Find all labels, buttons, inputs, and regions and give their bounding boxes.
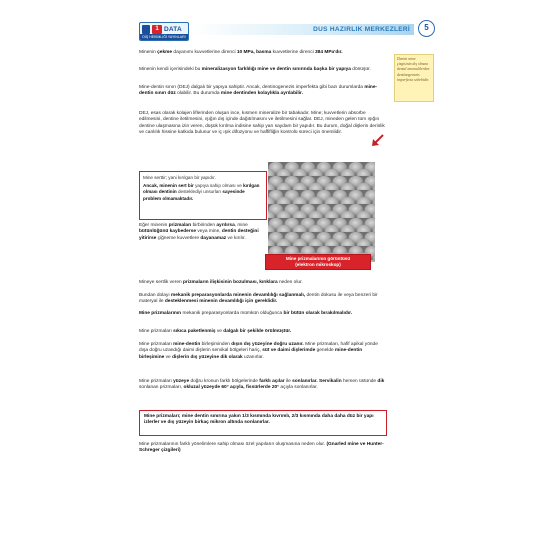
paragraph-5: Eğer minenin prizmaları birbirinden ayrılırsa, mine bütünlüğünü kaybederse veya mine, dentin desteğini yitirirse çiğneme kuvvetlere dayanamaz ve kırılır.	[139, 223, 259, 241]
paragraph-10: Mine prizmaları mine-dentin birleşiminden dışın dış yüzeyine doğru uzanır. Mine prizmaları, hafif apikal yönde dışa doğru uzandığı daimi dişlerin servikal bölgeleri hariç, süt ve daimi dişlerimde genelde mine-dentin birleşimine ve dişlerin dış yüzeyine dik olarak uzanırlar.	[139, 342, 378, 360]
side-note: Dentin mine çizgisinin dış olması dental anomalilerden dentinogenezis imperfecta sebebidir.	[394, 54, 434, 102]
callout-box-hardness	[139, 171, 267, 220]
header-bar	[192, 24, 414, 35]
paragraph-8: Mine prizmalarının mekanik preparasyonlarda mümkün olduğunca bir bütün olarak bırakılmalıdır.	[139, 311, 353, 316]
paragraph-4: DEJ, esas olarak kolajen liflerinden oluşan ince, kısmen mineralize bir tabakadır. Mine; kuvvetlerin absorbe edilmesini, dentine iletilmesini, ışığın dış içinde dağıtılmasını ve iletilmesini sağlar. DEJ, mineden gelen tüm ışığın dentine ulaşmasına izin veren, düşük kırılma indisine sahip yarı saydam bir yapıdır. Bu durum, doğal dişlerin derinlik ve canlılık hissine katkıda bulunur ve iç ışık difüzyonu ve haffifliğin kontrolü süreci için önemlidir.	[139, 111, 385, 136]
brand-logo	[139, 22, 189, 41]
paragraph-12: Mine prizmalarının farklı yönelimlere sahip olması özel yapıların oluşmasına neden olur. (Gnarled mine ve Hunter-Schreger çizgileri)	[139, 442, 384, 454]
paragraph-7: Bundan dolayı mekanik preparasyonlarda minenin devamlılığı sağlanmalı, dentin dokusu ile veya benzeri bir materyal ile desteklenmesi minenin devamlılığı için gereklidir.	[139, 293, 378, 305]
callout-body: Ancak, minenin sert bir yapıya sahip olması ve kırılgan olması dentinin desteklediyi unsurları sayesinde problem olmamaktadır.	[143, 183, 260, 201]
callout-box-prism-course: Mine prizmaları; mine dentin sınırına yakın 1/3 kısmında kıvrımlı, 2/3 kısmında daha daha düz bir yapı izlerler ve dış yüzeyin birkaç mikron altında sonlanırlar.	[139, 410, 387, 436]
logo-mark-icon	[142, 25, 150, 34]
paragraph-11: Mine prizmaları yüzeye doğru kronun farklı bölgelerinde farklı açılar ile sonlanırlar. Servikalin hemen üstünde dik sonlanan prizmaları, okluzal yüzeyde 60° açıyla, fissürlerde 20° açıyla sonlanırlar.	[139, 379, 385, 391]
paragraph-3: Mine-dentin sınırı (DEJ) dalgalı bir yapıya sahiptir. Ancak, dentinogenezis imperfekta gibi bazı durumlarda mine-dentin sınırı düz olabilir. Bu durumda mine dentinden kolaylıkla ayrılabilir.	[139, 85, 378, 97]
micrograph-image	[268, 162, 375, 262]
logo-badge: 1	[152, 25, 162, 34]
paragraph-9: Mine prizmaları sıkıca paketlenmiş ve dalgalı bir şekilde örülmüştür.	[139, 329, 292, 334]
paragraph-6: Mineye sertlik veren prizmaların ilişkisinin bozulması, kırıklara neden olur.	[139, 280, 303, 285]
down-left-arrow-icon	[371, 133, 385, 147]
caption-line-1: Mine prizmalarının görüntüsü	[285, 256, 351, 261]
logo-brand-text: DATA	[164, 25, 182, 33]
paragraph-2: Minenin kendi içerisindeki bu mineralizasyon farklılığı mine ve dentin sınırında başka bir yapıya dönüşür.	[139, 67, 371, 72]
section-title: DUS HAZIRLIK MERKEZLERİ	[313, 26, 410, 33]
enamel-prism-micrograph	[268, 162, 375, 262]
caption-line-2: (elektron mikroskop)	[295, 262, 341, 268]
paragraph-1: Minenin çekme dayanımı kuvvetlerine direnci 10 MPa, basma kuvvetlerine direnci 384 MPa'dır.	[139, 50, 343, 55]
callout-title: Mine serttir; yani kırılgan bir yapıdır.	[143, 175, 216, 180]
figure-caption	[265, 254, 371, 270]
logo-subtitle: DİŞ HEKİMLİĞİ YAYINLARI	[140, 34, 188, 40]
page-number: 5	[418, 20, 435, 37]
